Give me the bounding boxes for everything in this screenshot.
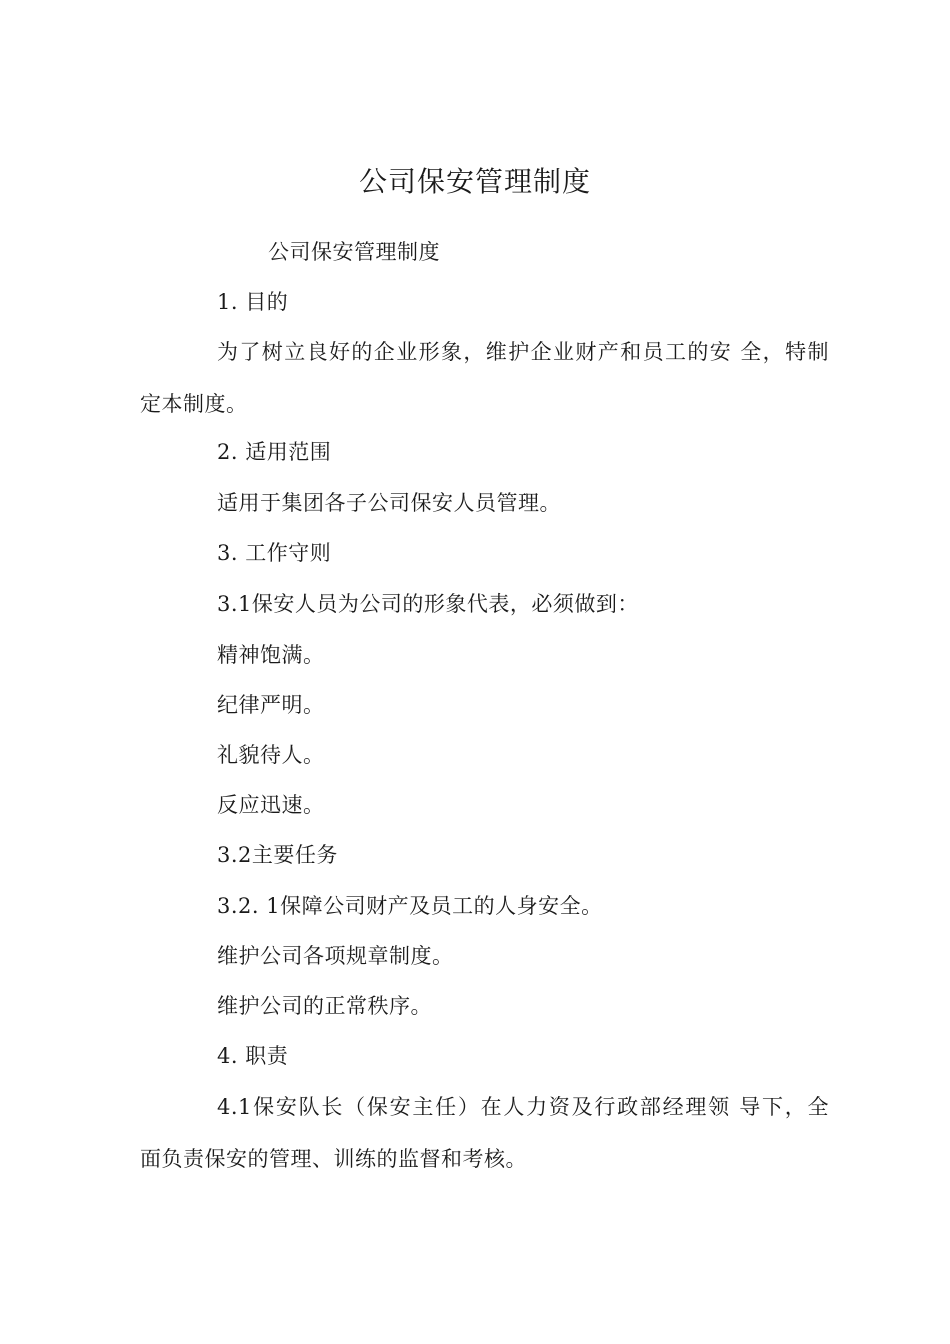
section-1-paragraph-line-1: 为了树立良好的企业形象，维护企业财产和员工的安 全，特制 — [217, 340, 829, 364]
section-3-2-heading: 3.2主要任务 — [217, 843, 338, 867]
rule-item-1: 精神饱满。 — [217, 643, 325, 667]
task-item-3: 维护公司的正常秩序。 — [217, 994, 432, 1018]
section-4-1-paragraph-line-2: 面负责保安的管理、训练的监督和考核。 — [140, 1147, 527, 1171]
rule-item-2: 纪律严明。 — [217, 693, 325, 717]
section-3-2-1-paragraph: 3.2. 1保障公司财产及员工的人身安全。 — [217, 894, 603, 918]
section-1-paragraph-line-2: 定本制度。 — [140, 392, 248, 416]
rule-item-4: 反应迅速。 — [217, 793, 325, 817]
document-title: 公司保安管理制度 — [358, 165, 591, 198]
document-subtitle: 公司保安管理制度 — [268, 240, 440, 264]
task-item-2: 维护公司各项规章制度。 — [217, 944, 454, 968]
section-4-heading: 4. 职责 — [217, 1044, 289, 1068]
section-2-paragraph: 适用于集团各子公司保安人员管理。 — [217, 491, 561, 515]
section-3-heading: 3. 工作守则 — [217, 541, 332, 565]
section-3-1-paragraph: 3.1保安人员为公司的形象代表，必须做到： — [217, 592, 639, 616]
section-4-1-paragraph-line-1: 4.1保安队长（保安主任）在人力资及行政部经理领 导下，全 — [217, 1095, 829, 1119]
section-2-heading: 2. 适用范围 — [217, 440, 332, 464]
rule-item-3: 礼貌待人。 — [217, 743, 325, 767]
section-1-heading: 1. 目的 — [217, 290, 289, 314]
